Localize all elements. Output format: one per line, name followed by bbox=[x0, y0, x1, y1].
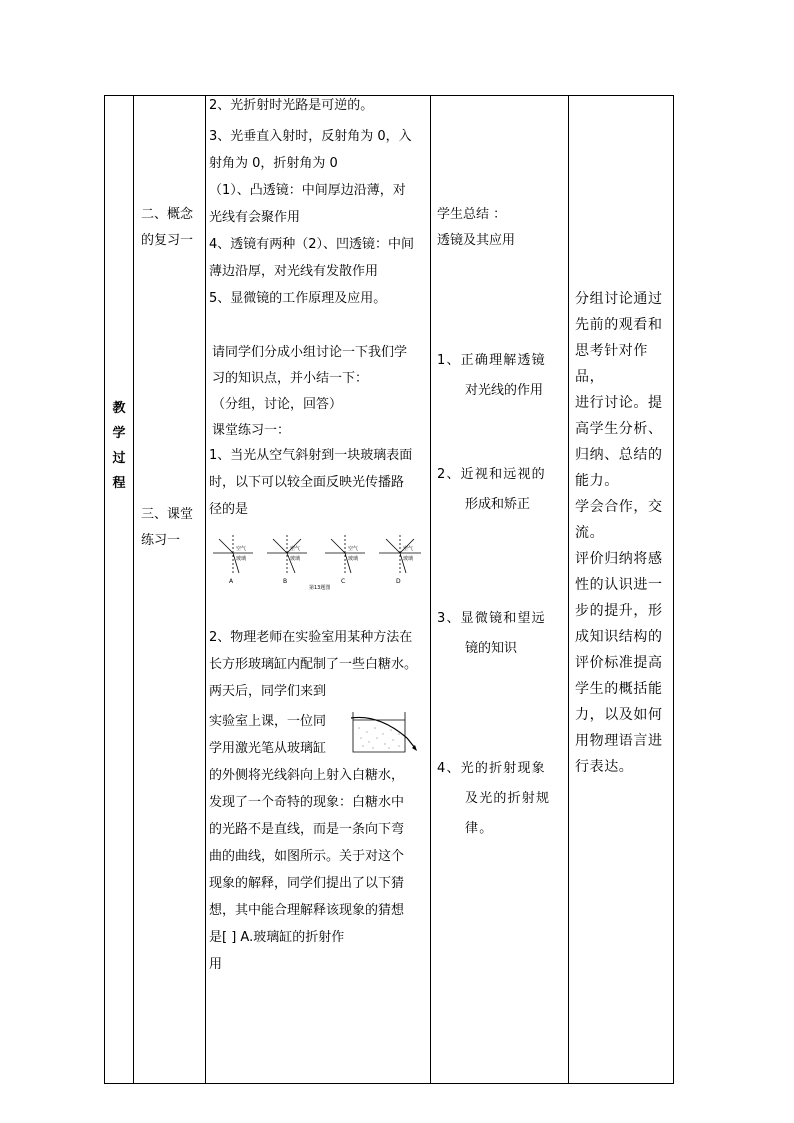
air-label: 空气 bbox=[403, 546, 414, 552]
student-summary bbox=[437, 202, 515, 254]
student-item-2 bbox=[437, 460, 546, 520]
content-line: 两天后，同学们来到 bbox=[209, 684, 327, 699]
glass-label: 玻璃 bbox=[348, 556, 359, 562]
refraction-options-figure bbox=[209, 529, 425, 593]
option-label: A bbox=[229, 578, 234, 585]
section-text: 练习一 bbox=[141, 533, 181, 548]
incident-ray bbox=[386, 539, 400, 553]
content-line: 习的知识点，并小结一下： bbox=[212, 371, 369, 386]
student-text: 形成和矫正 bbox=[465, 497, 531, 512]
content-line: 长方形玻璃缸内配制了一些白糖水。 bbox=[209, 657, 418, 672]
glass-label: 玻璃 bbox=[403, 556, 414, 562]
air-label: 空气 bbox=[236, 546, 247, 552]
content-line: （分组，讨论，回答） bbox=[212, 397, 343, 412]
column-divider bbox=[133, 96, 134, 1083]
process-char: 过 bbox=[112, 451, 126, 466]
student-text: 1、正确理解透镜 bbox=[437, 353, 546, 368]
intent-line: 思考针对作品， bbox=[575, 343, 648, 385]
intent-line: 评价标准提高 bbox=[575, 655, 663, 671]
content-line: 光线有会聚作用 bbox=[209, 210, 301, 225]
student-item-1 bbox=[437, 346, 546, 406]
intent-line: 进行讨论。提 bbox=[575, 395, 663, 411]
glass-label: 玻璃 bbox=[236, 556, 247, 562]
intent-line: 成知识结构的 bbox=[575, 629, 663, 645]
option-label: C bbox=[341, 578, 346, 585]
content-line: 的外侧将光线斜向上射入白糖水， bbox=[209, 768, 405, 783]
intent-line: 归纳、总结的 bbox=[575, 447, 663, 463]
intent-line: 先前的观看和 bbox=[575, 317, 663, 333]
content-line: 实验室上课，一位同 bbox=[209, 714, 327, 729]
student-text: 律。 bbox=[465, 821, 494, 836]
process-char: 程 bbox=[112, 476, 126, 491]
intent-line: 能力。 bbox=[575, 473, 619, 489]
intent-line: 用物理语言进 bbox=[575, 733, 663, 749]
student-item-4 bbox=[437, 754, 550, 844]
student-text: 透镜及其应用 bbox=[437, 233, 516, 248]
content-line: 5、显微镜的工作原理及应用。 bbox=[209, 291, 387, 306]
intent-line: 评价归纳将感 bbox=[575, 551, 663, 567]
section-text: 三、课堂 bbox=[141, 507, 194, 522]
content-line: 发现了一个奇特的现象：白糖水中 bbox=[209, 795, 405, 810]
student-text: 4、光的折射现象 bbox=[437, 761, 546, 776]
intent-line: 学生的概括能 bbox=[575, 681, 663, 697]
content-line: 时，以下可以较全面反映光传播路 bbox=[209, 475, 405, 490]
section-review bbox=[141, 202, 193, 254]
incident-ray bbox=[273, 539, 287, 553]
intent-line: 性的认识进一 bbox=[575, 577, 663, 593]
content-line: 2、物理老师在实验室用某种方法在 bbox=[209, 630, 413, 645]
design-intent bbox=[575, 286, 671, 780]
question-1 bbox=[209, 442, 412, 523]
student-text: 2、近视和远视的 bbox=[437, 467, 546, 482]
discussion-content bbox=[212, 340, 407, 444]
air-label: 空气 bbox=[290, 546, 301, 552]
process-label bbox=[105, 396, 133, 496]
content-line: 径的是 bbox=[209, 502, 249, 517]
content-line: 的光路不是直线，而是一条向下弯 bbox=[209, 822, 405, 837]
intent-line: 流。 bbox=[575, 525, 605, 541]
content-line: 4、透镜有两种（2）、凹透镜：中间 bbox=[209, 237, 415, 252]
water-dots bbox=[358, 727, 399, 748]
content-line: 1、当光从空气斜射到一块玻璃表面 bbox=[209, 448, 413, 463]
question-2 bbox=[209, 624, 417, 978]
content-line: 射角为 0，折射角为 0 bbox=[209, 156, 338, 171]
air-label: 空气 bbox=[348, 546, 359, 552]
content-line: 3、光垂直入射时，反射角为 0，入 bbox=[209, 129, 412, 144]
student-text: 3、显微镜和望远 bbox=[437, 611, 546, 626]
content-line: 薄边沿厚，对光线有发散作用 bbox=[209, 264, 379, 279]
content-line: 课堂练习一： bbox=[212, 423, 291, 438]
column-divider bbox=[568, 96, 569, 1083]
intent-line: 行表达。 bbox=[575, 759, 634, 775]
content-line: 2、光折射时光路是可逆的。 bbox=[209, 98, 374, 113]
glass-label: 玻璃 bbox=[290, 556, 301, 562]
option-label: D bbox=[396, 578, 401, 585]
student-text: 镜的知识 bbox=[465, 641, 518, 656]
option-label: B bbox=[283, 578, 288, 585]
student-item-3 bbox=[437, 604, 546, 664]
section-practice bbox=[141, 502, 193, 554]
column-divider bbox=[430, 96, 431, 1083]
intent-line: 学会合作，交 bbox=[575, 499, 663, 515]
student-text: 及光的折射规 bbox=[465, 791, 551, 806]
section-text: 的复习一 bbox=[141, 233, 194, 248]
content-line: 是[ ] A.玻璃缸的折射作 bbox=[209, 930, 345, 945]
intent-line: 力，以及如何 bbox=[575, 707, 663, 723]
incident-ray bbox=[219, 539, 233, 553]
content-line: 学用激光笔从玻璃缸 bbox=[209, 741, 327, 756]
intent-line: 高学生分析、 bbox=[575, 421, 663, 437]
section-text: 二、概念 bbox=[141, 207, 194, 222]
incident-ray bbox=[331, 539, 345, 553]
figure-caption: 第13题图 bbox=[309, 585, 331, 591]
student-text: 学生总结 ： bbox=[437, 207, 507, 222]
column-divider bbox=[205, 96, 206, 1083]
lesson-table bbox=[104, 95, 674, 1084]
content-line: （1）、凸透镜：中间厚边沿薄，对 bbox=[209, 183, 406, 198]
process-char: 教 bbox=[112, 401, 126, 416]
content-line: 请同学们分成小组讨论一下我们学 bbox=[212, 345, 408, 360]
content-line: 现象的解释，同学们提出了以下猜 bbox=[209, 876, 405, 891]
sugar-water-tank-figure bbox=[349, 708, 421, 758]
content-line: 曲的曲线，如图所示。关于对这个 bbox=[209, 849, 405, 864]
intent-line: 分组讨论通过 bbox=[575, 291, 663, 307]
content-line: 想，其中能合理解释该现象的猜想 bbox=[209, 903, 405, 918]
intent-line: 步的提升，形 bbox=[575, 603, 663, 619]
content-line: 用 bbox=[209, 957, 223, 972]
review-content bbox=[209, 96, 414, 312]
student-text: 对光线的作用 bbox=[465, 383, 544, 398]
process-char: 学 bbox=[112, 426, 126, 441]
